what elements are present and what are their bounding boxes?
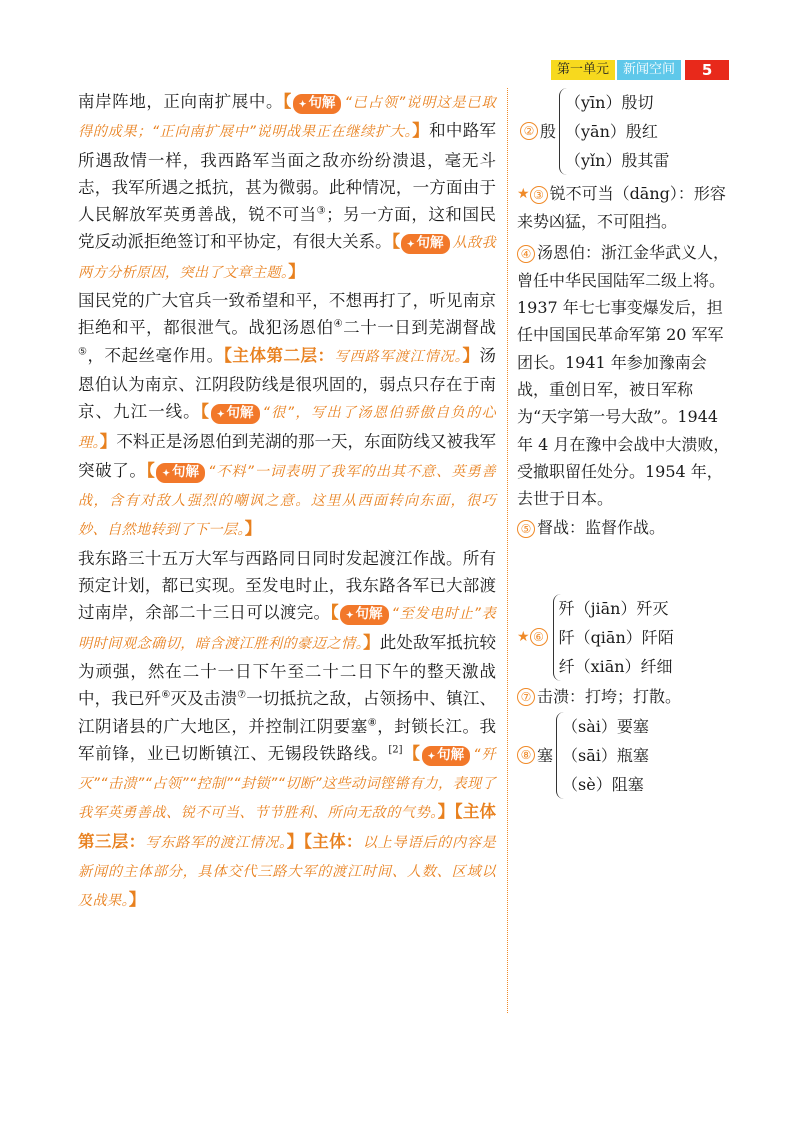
gloss-head [517,624,550,651]
annotation: “至发电时止”表明时间观念确切，暗含渡江胜利的豪迈之情。 [78,606,496,652]
reading-list [553,594,674,681]
text-span: 一切抵抗之敌，占领扬中、镇江、江阴诸县的广大地区，并控制江阴要塞 [78,689,497,736]
paragraph-1 [78,88,496,287]
jujie-tag: ✦ 句解 [422,746,471,766]
note-number: ③ [530,186,548,204]
text-span: 不料正是汤恩伯到芜湖的那一天，东面防线又被我军突破了。 [78,431,497,480]
note-number: ② [520,122,538,140]
note-bracket: 【 [146,460,156,480]
polyphone-char: 殷 [540,121,557,141]
reading-item: 纤（xiān）纤细 [558,656,673,676]
paragraph-2 [78,287,496,545]
glossary-column [517,88,732,799]
main-text [78,88,496,916]
jujie-tag: ✦ 句解 [211,404,260,424]
note-bracket: 】【 [286,831,313,851]
note-bracket: 】 [363,632,380,652]
gloss-4 [517,239,732,512]
layer-label: 主体： [312,831,363,851]
note-bracket: 【 [391,232,400,252]
gloss-2 [520,88,732,175]
gloss-8 [517,712,732,799]
gloss-3 [517,180,732,235]
star-icon: ★ [517,185,530,202]
text-span: ；另一方面，这和国民党反动派拒绝签订和平协定，有很大关系。 [78,205,497,252]
text-span: 南岸阵地，正向南扩展中。 [78,92,284,111]
note-bracket: 】 [128,890,146,910]
annotation: 以上导语后的内容是新闻的主体部分，具体交代三路大军的渡江时间、人数、区域以及战果。 [78,834,497,910]
reading-list [559,88,669,175]
gloss-head [517,742,553,769]
reading-item: （sài）要塞 [562,717,649,736]
note-bracket: 】【 [437,802,463,822]
jujie-tag: ✦ 句解 [293,94,342,114]
topic-label: 新闻空间 [617,60,681,80]
footnote-ref: ⑤ [78,346,88,358]
text-span: 和中路军所遇敌情一样，我西路军当面之敌亦纷纷溃退，毫无斗志，我军所遇之抵抗，甚为微弱。此种情况，一方面由于人民解放军英勇善战，锐不可当 [78,121,497,225]
star-icon: ★ [517,628,530,645]
note-number: ⑦ [517,688,535,706]
polyphone-char: 塞 [537,745,554,765]
jujie-tag: ✦ 句解 [340,605,389,625]
reading-item: 阡（qiān）阡陌 [558,627,674,647]
gloss-5 [517,514,732,541]
gloss-text: 督战：监督作战。 [537,518,666,538]
note-bracket: 】 [244,519,262,539]
note-bracket: 】 [412,121,430,141]
annotation: 写西路军渡江情况。 [334,348,463,365]
text-span: 灭及击溃 [170,689,238,709]
footnote-ref: ⑥ [161,689,171,701]
annotation: 写东路军的渡江情况。 [145,834,287,851]
annotation: 从敌我两方分析原因，突出了文章主题。 [78,235,497,281]
note-number: ⑥ [530,628,548,646]
paragraph-3 [78,545,496,916]
reading-item: （yīn）殷切 [565,93,654,112]
gloss-7 [517,683,732,710]
text-span: ，不起丝毫作用。 [87,345,224,365]
jujie-tag: ✦ 句解 [401,234,450,254]
gloss-6 [517,594,732,681]
annotation: “已占领”说明这是已取得的成果；“正向南扩展中”说明战果正在继续扩大。 [78,95,496,141]
note-bracket: 【 [330,603,339,623]
note-bracket: 【 [283,92,292,111]
unit-label: 第一单元 [551,60,615,80]
note-bracket: 【 [200,402,210,422]
note-bracket: 【 [402,743,421,763]
text-span: 二十一日到芜湖督战 [343,318,497,338]
note-bracket: 】 [99,431,117,451]
note-bracket: 】 [288,261,305,281]
gloss-text: 汤恩伯：浙江金华武义人，曾任中华民国陆军二级上将。1937 年七七事变爆发后，担任中国国民革命军第 20 军军团长。1941 年参加豫南会战，重创日军，被日军称为“天字第一号大敌”。1944 年 4 月在豫中会战中大溃败，受撤职留任处分。1954 年，去世于日本。 [517,243,730,509]
text-span: 我东路三十五万大军与西路同日同时发起渡江作战。所有预定计划，都已实现。至发电时止，我东路各军已大部渡过南岸，余部二十三日可以渡完。 [78,548,496,623]
gloss-text: 击溃：打垮；打散。 [537,686,682,706]
annotation: “很”，写出了汤恩伯骄傲自负的心理。 [78,405,496,451]
page-header [551,60,729,80]
reading-item: （sāi）瓶塞 [562,746,649,765]
footnote-ref: ④ [333,318,344,330]
text-span: ，封锁长江。我军前锋，业已切断镇江、无锡段铁路线。 [78,716,497,763]
gloss-text: 锐不可当（dāng）：形容来势凶猛，不可阻挡。 [517,184,726,232]
layer-label: 主体第三层： [78,802,497,851]
reading-list [556,712,649,799]
footnote-ref: ⑦ [237,689,247,701]
gloss-head [520,118,556,145]
annotation: “不料”一词表明了我军的出其不意、英勇善战，含有对敌人强烈的嘲讽之意。这里从西面转向东面，很巧妙、自然地转到了下一层。 [78,463,497,539]
text-span: 此处敌军抵抗较为顽强，然在二十一日下午至二十二日下午的整天激战中，我已歼 [78,632,497,709]
note-number: ⑧ [517,746,535,764]
footnote-ref: ③ [316,205,327,217]
note-number: ⑤ [517,520,535,538]
reference-mark: [2] [388,744,403,756]
layer-label: 主体第二层： [232,345,335,365]
note-number: ④ [517,245,535,263]
jujie-tag: ✦ 句解 [156,463,205,483]
footnote-ref: ⑧ [367,717,378,729]
reading-item: （yǐn）殷其雷 [565,151,670,170]
reading-item: 歼（jiān）歼灭 [558,598,669,618]
text-span: 国民党的广大官兵一致希望和平，不想再打了，听见南京拒绝和平，都很泄气。战犯汤恩伯 [78,291,496,338]
note-bracket: 】 [462,345,480,365]
annotation: “歼灭”“击溃”“占领”“控制”“封锁”“切断”这些动词铿锵有力，表现了我军英勇善战、锐不可当、节节胜利、所向无敌的气势。 [78,746,497,822]
page-number: 5 [685,60,729,80]
note-bracket: 【 [223,345,233,365]
column-divider [507,88,509,1013]
reading-item: （yān）殷红 [565,122,658,141]
reading-item: （sè）阻塞 [562,775,644,794]
text-span: 汤恩伯认为南京、江阴段防线是很巩固的，弱点只存在于南京、九江一线。 [78,345,497,422]
